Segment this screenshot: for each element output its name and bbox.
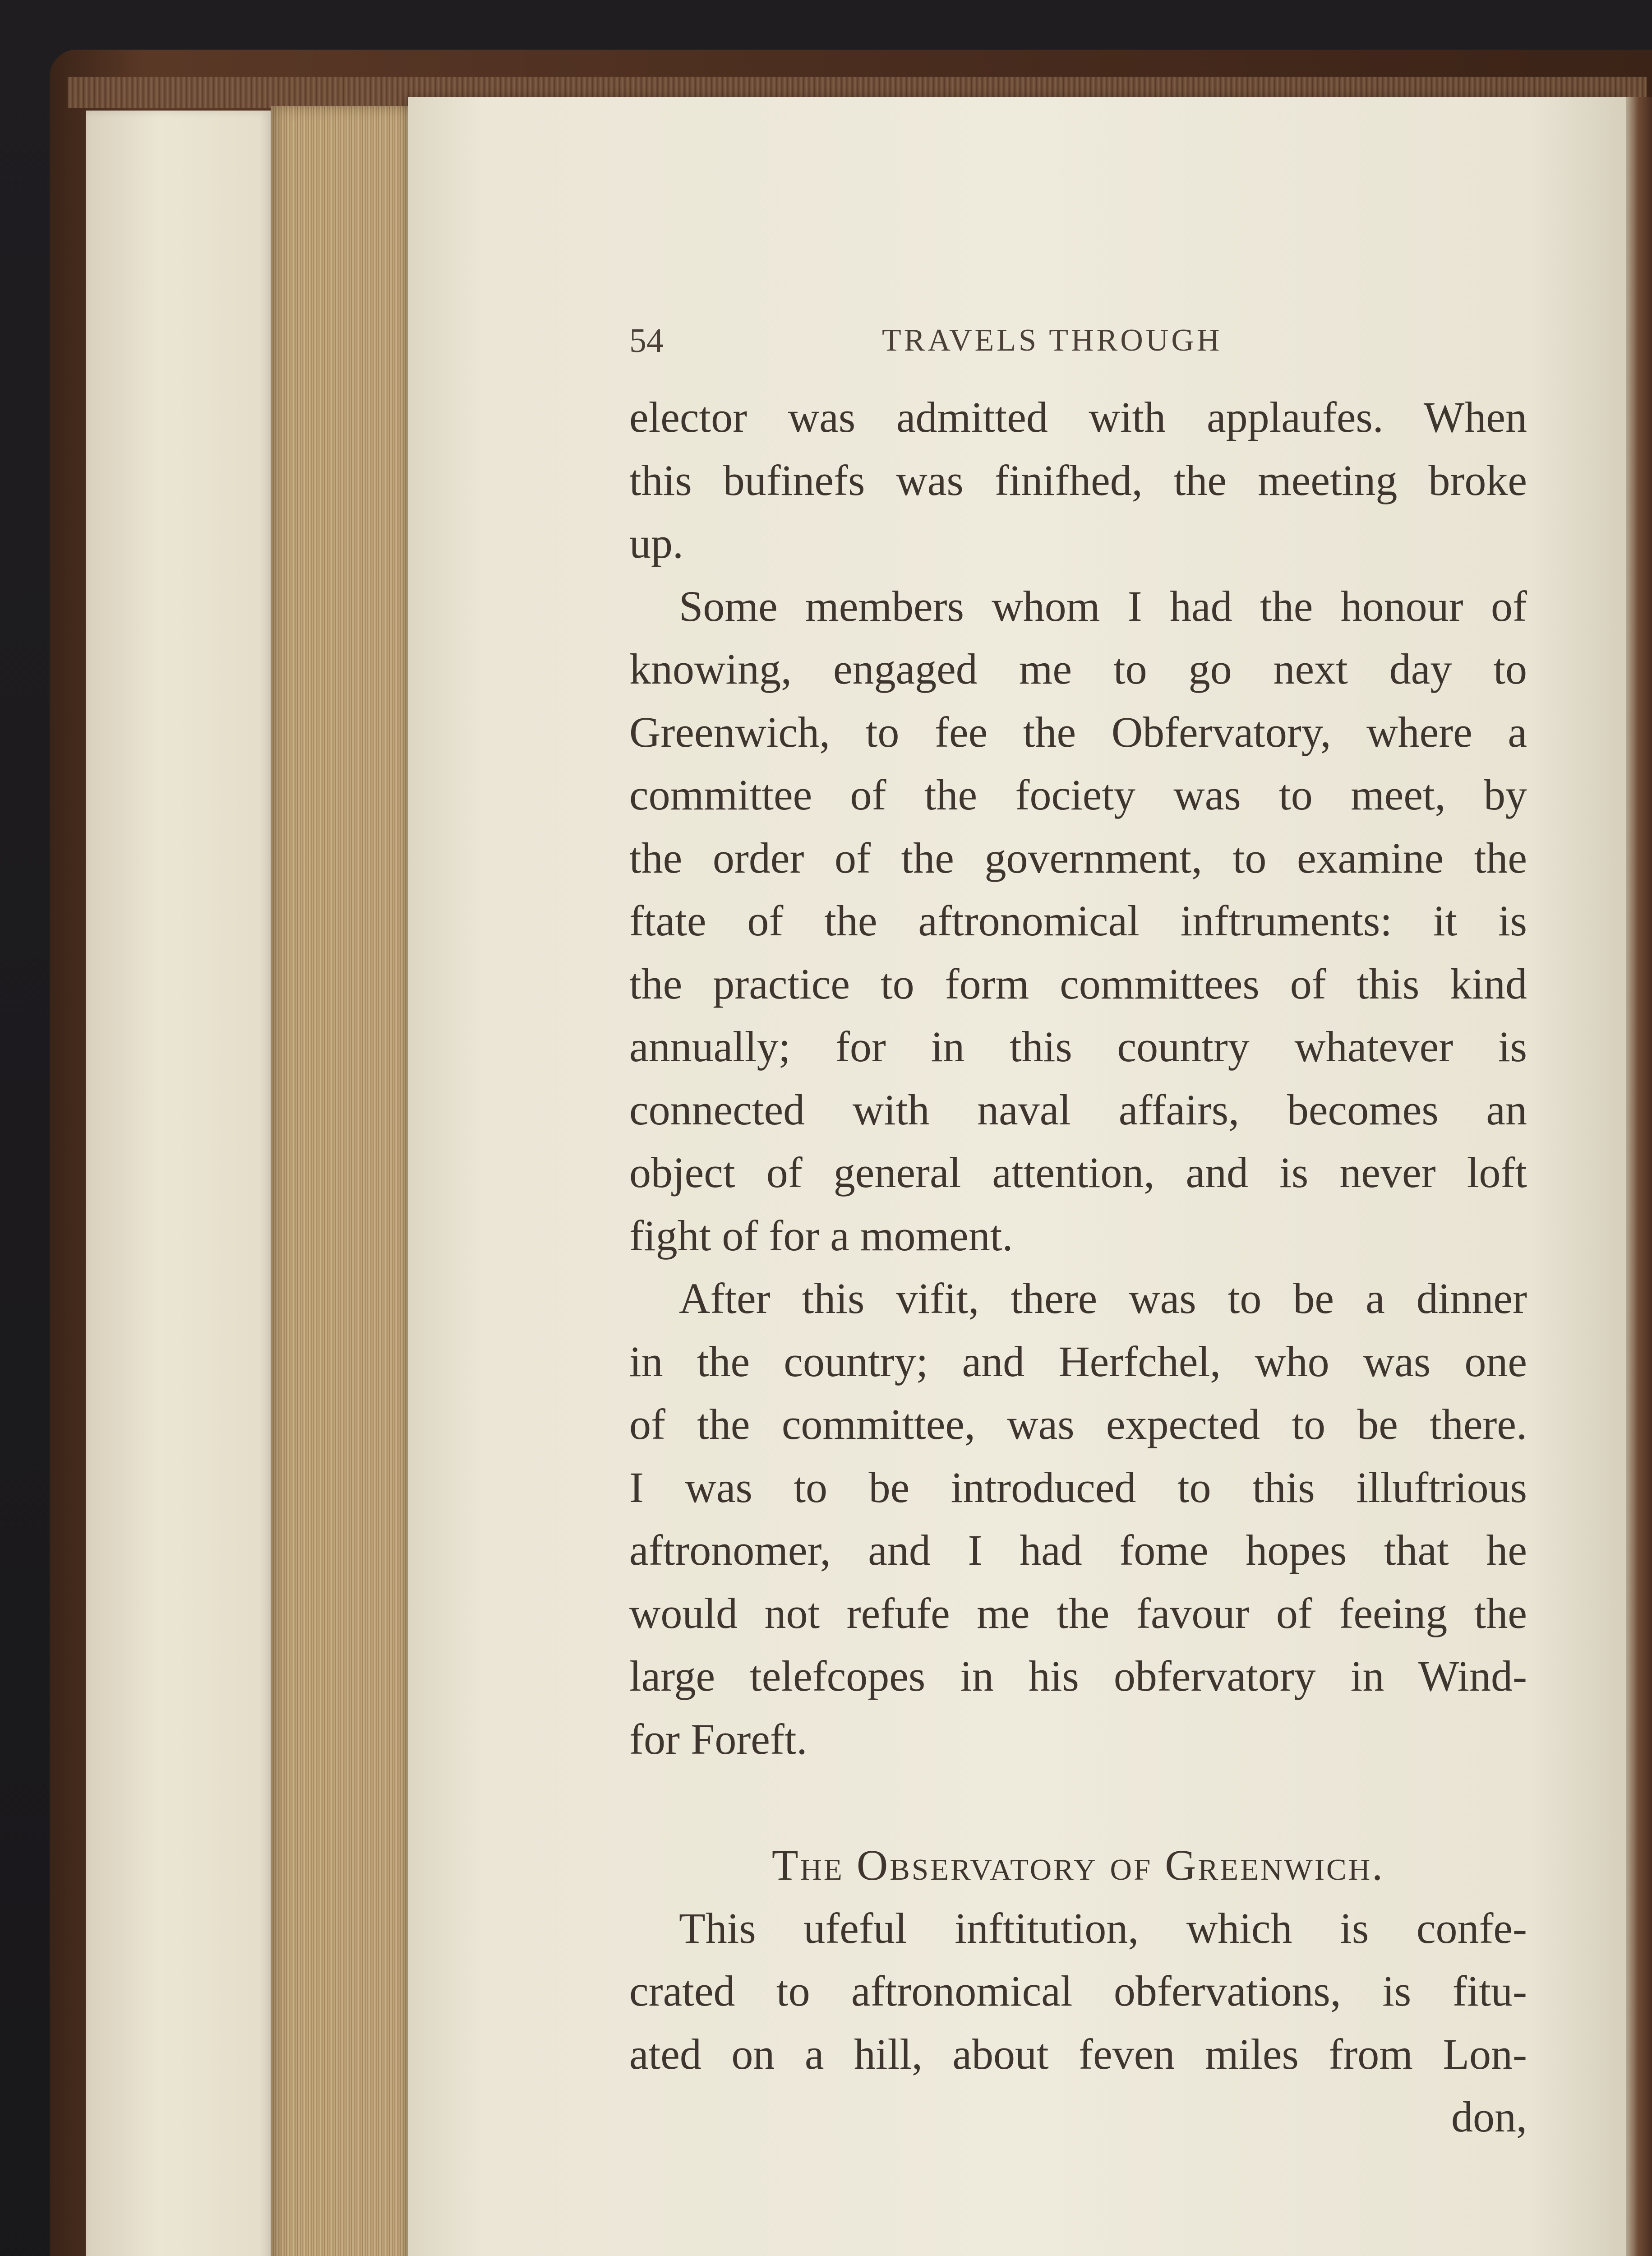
text-line: committee of the fociety was to meet, by [629,771,1527,819]
section-heading: The Observatory of Greenwich. [771,1841,1385,1889]
text-line: knowing, engaged me to go next day to [629,645,1527,693]
page-number: 54 [629,322,664,360]
page-stack-edges [271,106,420,2256]
text-line: Some members whom I had the honour of [679,582,1527,630]
text-line: the order of the government, to examine the [629,833,1527,882]
running-head: TRAVELS THROUGH [882,323,1223,358]
text-line: Greenwich, to fee the Obfervatory, where a [629,707,1527,756]
text-line: elector was admitted with applaufes. When [629,393,1527,441]
flyleaf [86,111,271,2256]
text-line: ated on a hill, about feven miles from Lon- [629,2029,1527,2078]
text-line: the practice to form committees of this kind [629,959,1527,1008]
text-line: in the country; and Herfchel, who was one [629,1337,1527,1386]
text-line: ftate of the aftronomical inftruments: it is [629,897,1527,945]
text-line: aftronomer, and I had fome hopes that he [629,1526,1527,1574]
text-line: This ufeful inftitution, which is confe- [679,1904,1527,1952]
text-line: this bufinefs was finifhed, the meeting broke [629,456,1527,504]
text-line: crated to aftronomical obfervations, is fitu- [629,1967,1527,2015]
text-line: of the committee, was expected to be there. [629,1400,1527,1448]
text-line: object of general attention, and is never loft [629,1148,1527,1197]
body-text [629,386,1527,2149]
text-line: would not refufe me the favour of feeing the [629,1589,1527,1637]
text-line: for Foreft. [629,1715,808,1763]
text-line: I was to be introduced to this illuftrious [629,1463,1527,1512]
text-line: large telefcopes in his obfervatory in Wind- [629,1652,1527,1700]
text-line: After this vifit, there was to be a dinner [679,1274,1527,1322]
text-line: connected with naval affairs, becomes an [629,1085,1527,1134]
text-line: fight of for a moment. [629,1211,1013,1260]
page-header [629,316,1333,365]
text-line: up. [629,519,683,567]
section-gap [629,1771,1527,1834]
text-line: annually; for in this country whatever is [629,1022,1527,1071]
catchword: don, [1451,2093,1527,2141]
